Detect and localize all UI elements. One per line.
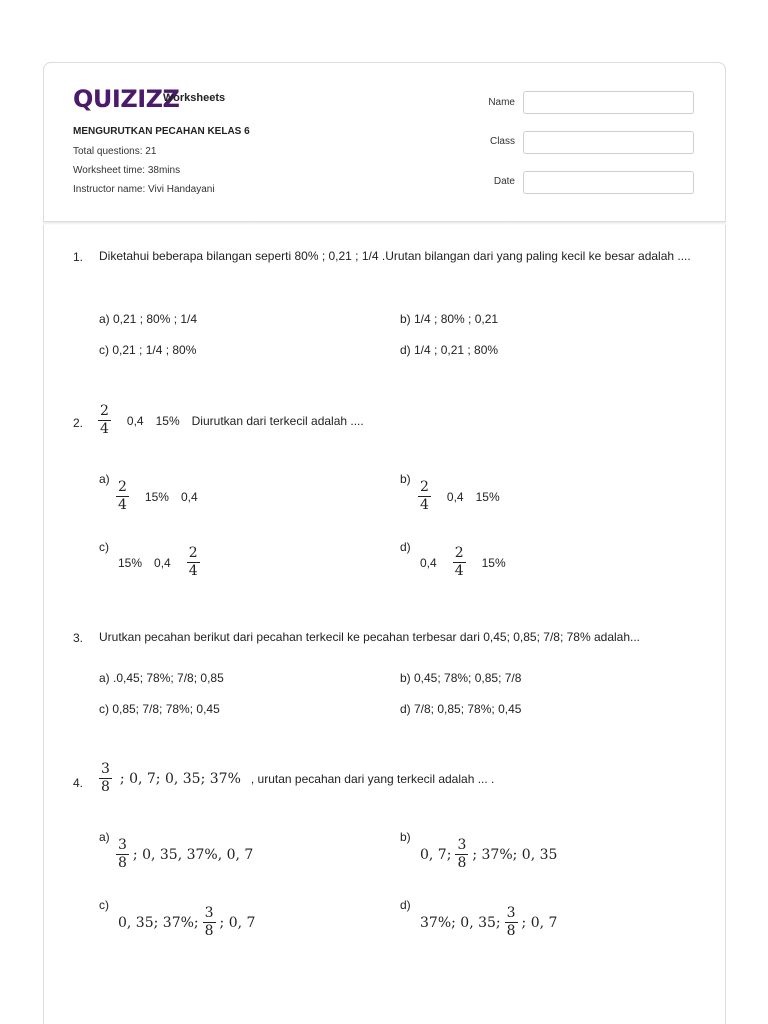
question-2-option-c-label[interactable]: c): [99, 540, 109, 554]
question-1-option-b[interactable]: b) 1/4 ; 80% ; 0,21: [400, 312, 499, 326]
instructor-name: Instructor name: Vivi Handayani: [73, 184, 215, 195]
question-3-option-c[interactable]: c) 0,85; 7/8; 78%; 0,45: [99, 702, 220, 716]
question-4-option-b-label[interactable]: b): [400, 830, 411, 844]
question-4-option-d[interactable]: 37%; 0, 35; $\frac{3}{8}$ ; 0, 7: [420, 905, 558, 939]
question-2-option-d[interactable]: 0,4 $\frac{2}{4}$ 15%: [420, 545, 506, 579]
date-label: Date: [493, 176, 515, 187]
question-3-option-d[interactable]: d) 7/8; 0,85; 78%; 0,45: [400, 702, 522, 716]
question-2-option-d-label[interactable]: d): [400, 540, 411, 554]
name-label: Name: [488, 97, 515, 108]
question-3-option-b[interactable]: b) 0,45; 78%; 0,85; 7/8: [400, 671, 522, 685]
fraction-2-4: $\frac{2}{4}$: [100, 403, 109, 437]
question-4-text: $\frac{3}{8}$ ; 0, 7; 0, 35; 37% , urutan pecahan dari yang terkecil adalah ... .: [101, 761, 495, 795]
question-4-option-c-label[interactable]: c): [99, 898, 109, 912]
question-1-number: 1.: [73, 250, 84, 264]
question-4-option-c[interactable]: 0, 35; 37%; $\frac{3}{8}$ ; 0, 7: [118, 905, 256, 939]
question-3-number: 3.: [73, 631, 84, 645]
question-1-option-a[interactable]: a) 0,21 ; 80% ; 1/4: [99, 312, 198, 326]
question-2-option-b-label[interactable]: b): [400, 472, 411, 486]
question-4-option-a[interactable]: $\frac{3}{8}$ ; 0, 35, 37%, 0, 7: [118, 837, 254, 871]
question-1-text: Diketahui beberapa bilangan seperti 80% ; 0,21 ; 1/4 .Urutan bilangan dari yang paling kecil ke besar adalah ....: [99, 249, 691, 263]
question-4-option-d-label[interactable]: d): [400, 898, 411, 912]
question-1-option-d[interactable]: d) 1/4 ; 0,21 ; 80%: [400, 343, 499, 357]
question-2-option-a[interactable]: $\frac{2}{4}$ 15% 0,4: [118, 479, 198, 513]
question-2-text: $\frac{2}{4}$ 0,4 15% Diurutkan dari terkecil adalah ....: [100, 403, 364, 437]
question-4-option-a-label[interactable]: a): [99, 830, 110, 844]
question-2-option-a-label[interactable]: a): [99, 472, 110, 486]
date-field[interactable]: [523, 171, 694, 194]
worksheet-time: Worksheet time: 38mins: [73, 165, 181, 176]
name-field[interactable]: [523, 91, 694, 114]
question-3-text: Urutkan pecahan berikut dari pecahan terkecil ke pecahan terbesar dari 0,45; 0,85; 7/8; 78% adalah...: [99, 630, 641, 644]
worksheet-title: MENGURUTKAN PECAHAN KELAS 6: [73, 126, 250, 137]
question-4-option-b[interactable]: 0, 7; $\frac{3}{8}$ ; 37%; 0, 35: [420, 837, 558, 871]
class-label: Class: [489, 136, 515, 147]
question-4-number: 4.: [73, 776, 84, 790]
header-divider: [43, 222, 726, 225]
total-questions: Total questions: 21: [73, 146, 157, 157]
quizizz-logo: QUIZIZZ: [73, 85, 180, 113]
question-2-number: 2.: [73, 416, 84, 430]
question-1-option-c[interactable]: c) 0,21 ; 1/4 ; 80%: [99, 343, 197, 357]
question-3-option-a[interactable]: a) .0,45; 78%; 7/8; 0,85: [99, 671, 224, 685]
question-2-option-b[interactable]: $\frac{2}{4}$ 0,4 15%: [420, 479, 500, 513]
logo-subtitle: Worksheets: [163, 92, 226, 104]
question-2-option-c[interactable]: 15% 0,4 $\frac{2}{4}$: [118, 545, 198, 579]
class-field[interactable]: [523, 131, 694, 154]
